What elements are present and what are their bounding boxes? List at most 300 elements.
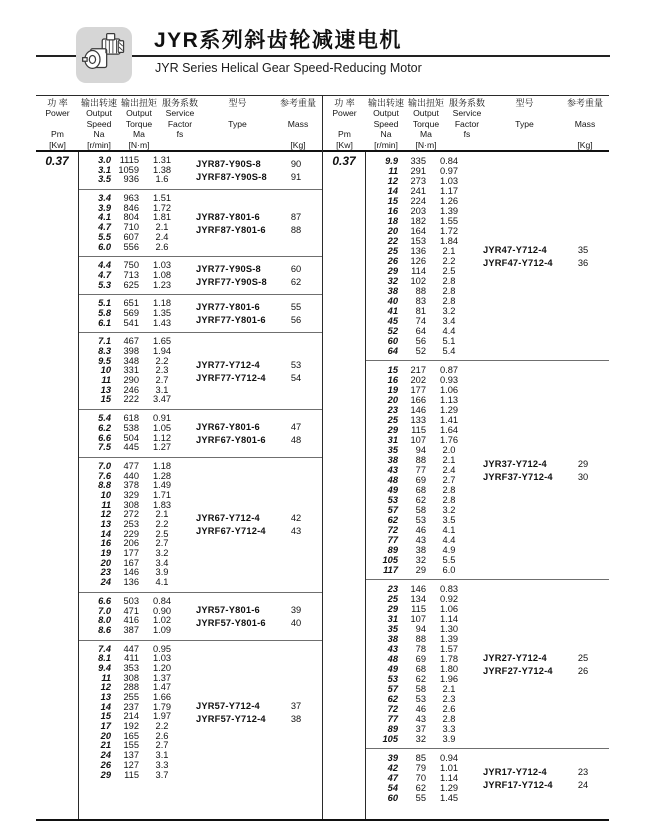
header-line: 功 率 [334, 98, 355, 108]
output-speed-cell: 5.1 [98, 298, 111, 309]
service-factor-cell: 1.38 [152, 164, 172, 175]
output-torque-cell: 378 [123, 480, 139, 491]
output-torque-cell: 146 [410, 405, 426, 415]
output-torque-cell: 115 [411, 604, 426, 614]
output-speed-cell: 16 [387, 375, 398, 385]
type-line [196, 358, 318, 371]
output-torque-cell: 618 [123, 413, 139, 424]
output-speed-cell: 14 [100, 701, 111, 712]
output-speed-cell: 5.5 [98, 231, 111, 242]
output-torque-cell: 411 [124, 653, 139, 664]
type-mass-block [196, 301, 318, 327]
header-line: 参考重量 [566, 98, 603, 108]
type-mass-block [483, 765, 605, 791]
output-torque-cell: 273 [410, 176, 426, 186]
output-torque-cell: 291 [410, 166, 426, 176]
output-torque-cell: 387 [123, 624, 139, 635]
type-mass-block [483, 243, 605, 269]
output-speed-cell: 62 [387, 515, 398, 525]
output-speed-cell: 24 [100, 750, 111, 761]
service-factor-cell: 2.7 [155, 538, 169, 549]
output-speed-cell: 7.1 [98, 336, 111, 347]
power-value: 0.37 [45, 154, 69, 168]
spec-table-right [323, 96, 609, 819]
output-torque-cell: 155 [123, 740, 139, 751]
output-speed-cell: 15 [100, 711, 111, 722]
output-torque-cell: 164 [410, 226, 426, 236]
output-torque-cell: 331 [123, 365, 139, 376]
service-factor-cell: 0.95 [152, 643, 172, 654]
service-factor-cell: 1.03 [152, 653, 172, 664]
output-torque-cell: 290 [123, 375, 139, 386]
service-factor-cell: 1.72 [439, 226, 459, 236]
output-torque-cell: 69 [415, 654, 426, 664]
output-torque-cell: 607 [123, 231, 139, 242]
service-factor-cell: 1.6 [155, 174, 169, 185]
column-header-speed [366, 98, 406, 150]
output-torque-cell: 329 [123, 489, 139, 500]
mass-value: 29 [577, 458, 589, 469]
service-factor-cell: 2.2 [155, 355, 169, 366]
service-factor-cell: 5.4 [442, 346, 456, 356]
service-factor-cell: 6.0 [442, 565, 456, 575]
output-speed-cell: 35 [387, 624, 398, 634]
output-speed-cell: 8.0 [98, 615, 111, 626]
table-row [79, 243, 322, 253]
output-speed-cell: 7.5 [98, 442, 111, 453]
type-line [196, 603, 318, 616]
output-speed-cell: 4.1 [98, 212, 111, 223]
service-factor-cell: 4.4 [442, 326, 456, 336]
model-type: JYR87-Y90S-8 [196, 159, 261, 170]
service-factor-cell: 1.94 [152, 346, 172, 356]
service-factor-cell: 2.2 [155, 721, 169, 732]
type-line [196, 525, 318, 538]
output-speed-cell: 3.9 [98, 202, 111, 213]
table-row [366, 555, 609, 565]
service-factor-cell: 1.37 [152, 672, 172, 683]
model-type: JYR77-Y90S-8 [196, 264, 261, 275]
header-line: [Kw] [336, 139, 353, 150]
output-speed-cell: 31 [387, 614, 398, 624]
service-factor-cell: 2.8 [442, 296, 456, 306]
service-factor-cell: 1.28 [152, 470, 172, 481]
service-factor-cell: 1.41 [439, 415, 459, 425]
service-factor-cell: 2.3 [155, 365, 169, 376]
type-line [483, 651, 605, 664]
output-speed-cell: 49 [387, 485, 398, 495]
service-factor-cell: 3.1 [155, 750, 169, 761]
output-torque-cell: 136 [410, 246, 426, 256]
service-factor-cell: 3.4 [155, 557, 169, 568]
mass-value: 42 [290, 513, 302, 524]
type-line [483, 243, 605, 256]
output-speed-cell: 12 [387, 176, 398, 186]
output-torque-cell: 69 [415, 475, 426, 485]
header-line: 输出扭矩 [407, 98, 444, 108]
gear-motor-icon [76, 27, 132, 83]
service-factor-cell: 2.4 [155, 231, 169, 242]
output-torque-cell: 58 [415, 684, 426, 694]
header-line: 输出转速 [367, 98, 404, 108]
service-factor-cell: 1.03 [439, 176, 459, 186]
output-speed-cell: 105 [382, 555, 398, 565]
output-torque-cell: 79 [415, 763, 426, 773]
output-speed-cell: 72 [387, 704, 398, 714]
header-line: Service [452, 108, 482, 119]
output-torque-cell: 625 [123, 279, 139, 290]
output-torque-cell: 1115 [119, 155, 139, 165]
mass-value: 47 [290, 422, 302, 432]
output-torque-cell: 963 [123, 193, 139, 204]
table-row [366, 565, 609, 575]
table-row [366, 614, 609, 624]
mass-value: 56 [290, 315, 302, 326]
output-torque-cell: 38 [415, 545, 426, 555]
output-speed-cell: 8.3 [98, 346, 111, 356]
mass-value: 24 [577, 779, 589, 790]
model-type: JYR67-Y801-6 [196, 422, 260, 432]
model-type: JYRF37-Y712-4 [483, 471, 553, 482]
header-line: Speed [373, 118, 399, 129]
mass-value: 87 [290, 211, 302, 222]
service-factor-cell: 4.9 [442, 545, 456, 555]
header-line: Torque [125, 118, 153, 129]
gear-ratio-group [79, 592, 322, 640]
mass-value: 39 [290, 604, 302, 615]
service-factor-cell: 1.18 [152, 298, 172, 309]
table-row [79, 347, 322, 357]
output-speed-cell: 57 [387, 684, 398, 694]
service-factor-cell: 1.71 [152, 489, 172, 500]
table-row [366, 594, 609, 604]
type-line [483, 778, 605, 791]
header-line: Service [165, 108, 195, 119]
table-row [79, 664, 322, 674]
table-row [79, 761, 322, 771]
header-line: Power [45, 108, 70, 119]
output-speed-cell: 11 [101, 672, 111, 683]
header-line: [Kg] [577, 139, 593, 150]
output-speed-cell: 3.4 [98, 193, 111, 204]
type-line [196, 434, 318, 447]
output-torque-cell: 353 [123, 662, 139, 673]
output-torque-cell: 68 [415, 485, 426, 495]
service-factor-cell: 2.8 [442, 485, 456, 495]
output-torque-cell: 58 [415, 505, 426, 515]
table-row [366, 186, 609, 196]
output-speed-cell: 77 [387, 535, 398, 545]
output-torque-cell: 62 [415, 674, 426, 684]
service-factor-cell: 1.05 [152, 422, 172, 433]
spec-tables [36, 95, 609, 821]
service-factor-cell: 1.64 [439, 425, 459, 435]
service-factor-cell: 2.1 [442, 455, 456, 465]
table-row [366, 495, 609, 505]
service-factor-cell: 1.65 [152, 336, 172, 347]
service-factor-cell: 1.72 [152, 202, 172, 213]
service-factor-cell: 2.8 [442, 714, 456, 724]
service-factor-cell: 4.4 [442, 535, 456, 545]
output-torque-cell: 651 [123, 298, 139, 309]
mass-value: 62 [290, 277, 302, 288]
table-row [79, 491, 322, 501]
service-factor-cell: 1.47 [152, 682, 172, 693]
table-row [79, 559, 322, 569]
service-factor-cell: 1.35 [152, 307, 172, 318]
gear-ratio-group [79, 640, 322, 785]
gear-ratio-group [79, 409, 322, 457]
table-row [366, 704, 609, 714]
output-torque-cell: 74 [415, 316, 426, 326]
service-factor-cell: 1.43 [152, 317, 172, 328]
output-speed-cell: 26 [100, 759, 111, 770]
service-factor-cell: 0.90 [152, 605, 172, 616]
output-torque-cell: 471 [123, 605, 139, 616]
output-speed-cell: 19 [387, 385, 398, 395]
output-torque-cell: 246 [123, 384, 139, 395]
type-mass-block [196, 699, 318, 725]
service-factor-cell: 0.83 [439, 584, 459, 594]
table-row [366, 505, 609, 515]
table-row [366, 515, 609, 525]
output-torque-cell: 165 [123, 730, 139, 741]
type-line [196, 371, 318, 384]
output-torque-cell: 713 [123, 269, 139, 280]
ratio-groups [366, 152, 609, 819]
service-factor-cell: 2.4 [442, 465, 456, 475]
service-factor-cell: 3.2 [155, 548, 169, 559]
service-factor-cell: 1.18 [152, 460, 172, 471]
output-torque-cell: 70 [415, 773, 426, 783]
service-factor-cell: 2.6 [155, 730, 169, 741]
output-torque-cell: 68 [415, 664, 426, 674]
output-torque-cell: 202 [410, 375, 426, 385]
output-torque-cell: 114 [411, 266, 426, 276]
header-line: Na [93, 129, 105, 140]
page-subtitle: JYR Series Helical Gear Speed-Reducing Motor [155, 61, 422, 75]
output-torque-cell: 308 [123, 672, 139, 683]
table-row [79, 645, 322, 655]
table-row [366, 584, 609, 594]
output-torque-cell: 241 [410, 186, 426, 196]
output-torque-cell: 182 [410, 216, 426, 226]
table-row [366, 326, 609, 336]
service-factor-cell: 1.06 [439, 604, 459, 614]
service-factor-cell: 1.14 [439, 614, 459, 624]
output-speed-cell: 42 [387, 763, 398, 773]
table-row [366, 425, 609, 435]
output-torque-cell: 348 [123, 355, 139, 366]
service-factor-cell: 1.26 [439, 196, 459, 206]
output-speed-cell: 6.0 [98, 241, 111, 252]
service-factor-cell: 0.94 [439, 753, 459, 763]
table-row [79, 481, 322, 491]
column-header-speed [79, 98, 119, 150]
output-speed-cell: 43 [387, 644, 398, 654]
header-line [297, 108, 299, 118]
output-speed-cell: 23 [387, 584, 398, 594]
mass-value: 30 [577, 471, 589, 482]
model-type: JYRF67-Y801-6 [196, 435, 266, 445]
service-factor-cell: 3.2 [442, 505, 456, 515]
output-speed-cell: 8.6 [98, 624, 111, 635]
mass-value: 37 [290, 700, 302, 711]
output-speed-cell: 23 [387, 405, 398, 415]
service-factor-cell: 1.12 [152, 432, 172, 443]
header-line: 功 率 [47, 98, 68, 108]
service-factor-cell: 2.6 [442, 704, 456, 714]
mass-value: 54 [290, 372, 302, 383]
service-factor-cell: 2.7 [442, 475, 456, 485]
service-factor-cell: 2.5 [155, 528, 169, 539]
output-speed-cell: 48 [387, 654, 398, 664]
type-mass-block [483, 651, 605, 677]
output-speed-cell: 38 [387, 455, 398, 465]
output-torque-cell: 272 [123, 509, 139, 520]
output-torque-cell: 308 [123, 499, 139, 510]
header-line: Output [373, 108, 399, 119]
table-row [366, 306, 609, 316]
service-factor-cell: 1.03 [152, 260, 172, 271]
output-torque-cell: 43 [415, 535, 426, 545]
service-factor-cell: 3.3 [442, 724, 456, 734]
service-factor-cell: 2.1 [155, 509, 169, 520]
service-factor-cell: 1.01 [439, 763, 459, 773]
output-torque-cell: 64 [415, 326, 426, 336]
output-speed-cell: 53 [387, 495, 398, 505]
output-speed-cell: 12 [100, 682, 111, 693]
header-line: Mass [287, 118, 309, 129]
service-factor-cell: 2.8 [442, 286, 456, 296]
header-line: fs [176, 129, 184, 140]
output-speed-cell: 52 [387, 326, 398, 336]
header-line: Factor [454, 118, 480, 129]
column-header-type [488, 98, 561, 150]
header-line: [N·m] [128, 139, 150, 150]
gear-ratio-group [79, 294, 322, 332]
type-mass-block [483, 457, 605, 483]
header-line: Speed [86, 118, 112, 129]
column-header-factor [446, 98, 488, 150]
header-line: Na [380, 129, 392, 140]
output-speed-cell: 60 [387, 793, 398, 803]
type-mass-block [196, 421, 318, 447]
output-torque-cell: 43 [415, 714, 426, 724]
gear-ratio-group [366, 152, 609, 360]
service-factor-cell: 2.0 [442, 445, 456, 455]
output-torque-cell: 206 [123, 538, 139, 549]
mass-value: 40 [290, 617, 302, 628]
service-factor-cell: 1.80 [439, 664, 459, 674]
service-factor-cell: 1.49 [152, 480, 172, 491]
output-torque-cell: 83 [415, 296, 426, 306]
output-torque-cell: 217 [410, 365, 426, 375]
table-row [366, 346, 609, 356]
output-torque-cell: 53 [415, 515, 426, 525]
header-line: 参考重量 [279, 98, 316, 108]
mass-value: 23 [577, 766, 589, 777]
service-factor-cell: 1.81 [152, 212, 172, 223]
service-factor-cell: 3.7 [155, 769, 169, 780]
table-header [323, 96, 609, 152]
service-factor-cell: 5.5 [442, 555, 456, 565]
model-type: JYR67-Y712-4 [196, 513, 260, 524]
mass-value: 53 [290, 359, 302, 370]
table-row [366, 276, 609, 286]
output-speed-cell: 25 [387, 594, 398, 604]
service-factor-cell: 1.55 [439, 216, 459, 226]
service-factor-cell: 1.14 [439, 773, 459, 783]
table-row [366, 375, 609, 385]
output-speed-cell: 15 [100, 394, 111, 405]
power-column [323, 152, 366, 819]
model-type: JYRF27-Y712-4 [483, 665, 553, 676]
column-header-power [36, 98, 79, 150]
service-factor-cell: 3.9 [442, 734, 456, 744]
output-torque-cell: 192 [123, 721, 139, 732]
output-speed-cell: 89 [387, 724, 398, 734]
service-factor-cell: 4.1 [155, 577, 169, 588]
service-factor-cell: 2.2 [155, 519, 169, 529]
output-speed-cell: 43 [387, 465, 398, 475]
model-type: JYRF57-Y712-4 [196, 713, 266, 724]
output-torque-cell: 440 [123, 470, 139, 481]
output-speed-cell: 35 [387, 445, 398, 455]
output-speed-cell: 11 [101, 499, 111, 510]
power-value: 0.37 [332, 154, 356, 168]
mass-value: 43 [290, 526, 302, 537]
service-factor-cell: 0.92 [439, 594, 459, 604]
service-factor-cell: 5.1 [442, 336, 456, 346]
gear-ratio-group [366, 360, 609, 579]
type-line [196, 158, 318, 171]
service-factor-cell: 1.39 [439, 634, 459, 644]
output-speed-cell: 72 [387, 525, 398, 535]
output-speed-cell: 6.1 [98, 317, 111, 328]
output-torque-cell: 846 [123, 202, 139, 213]
header-line [584, 108, 586, 118]
header-line [343, 119, 345, 129]
output-speed-cell: 5.4 [98, 413, 111, 424]
table-row [366, 734, 609, 744]
model-type: JYR37-Y712-4 [483, 458, 547, 469]
table-row [79, 395, 322, 405]
type-line [196, 512, 318, 525]
header-line: Output [86, 108, 112, 119]
service-factor-cell: 0.93 [439, 375, 459, 385]
spec-table-left [36, 96, 322, 819]
table-row [79, 751, 322, 761]
service-factor-cell: 3.2 [442, 306, 456, 316]
header-line: [N·m] [415, 139, 437, 150]
model-type: JYRF77-Y90S-8 [196, 277, 267, 288]
table-row [366, 226, 609, 236]
output-torque-cell: 569 [123, 307, 139, 318]
output-torque-cell: 146 [410, 584, 426, 594]
service-factor-cell: 1.20 [152, 662, 172, 673]
output-speed-cell: 9.4 [98, 662, 111, 673]
table-row [366, 724, 609, 734]
output-torque-cell: 81 [415, 306, 426, 316]
output-speed-cell: 29 [387, 604, 398, 614]
type-line [483, 256, 605, 269]
mass-value: 25 [577, 652, 589, 663]
header-line [236, 108, 238, 118]
output-speed-cell: 25 [387, 246, 398, 256]
output-torque-cell: 253 [123, 519, 139, 529]
output-torque-cell: 115 [411, 425, 426, 435]
